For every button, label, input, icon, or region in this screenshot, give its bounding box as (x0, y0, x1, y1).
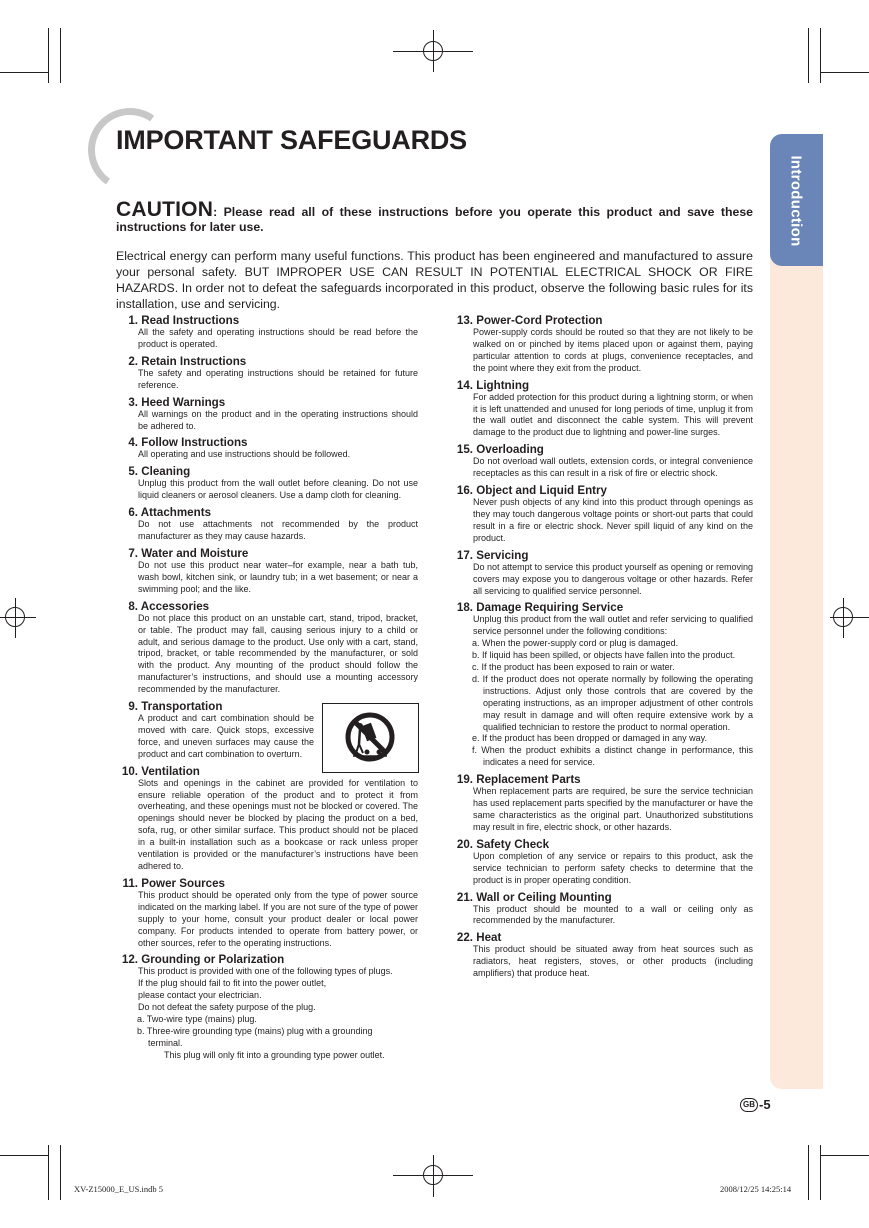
item-number: 10. (121, 764, 138, 778)
side-strip (770, 134, 823, 1089)
item-body: Do not attempt to service this product yourself as opening or removing covers may expose you to dangerous voltage or other hazards. Refer all servicing to qualified service personnel. (473, 561, 753, 596)
list-item (116, 877, 418, 950)
item-title: Ventilation (141, 764, 200, 778)
list-item (116, 355, 418, 392)
list-item (451, 549, 753, 598)
crop-mark (60, 28, 61, 83)
item-number: 2. (128, 354, 138, 368)
crop-mark (808, 28, 809, 83)
item-title: Transportation (141, 700, 223, 714)
page-number (740, 1097, 771, 1112)
item-title: Retain Instructions (141, 354, 247, 368)
item-body: Slots and openings in the cabinet are provided for ventilation to ensure reliable operation of the product and to protect it from overheating, and these openings must not be blocked or covered. The openings should never be blocked by placing the product on a bed, sofa, rug, or other similar surface. This product should not be placed in a built-in installation such as a bookcase or rack unless proper ventilation is provided or the manufacturer’s instructions have been adhered to. (138, 777, 418, 871)
list-item (451, 379, 753, 440)
item-number: 7. (128, 546, 138, 560)
item-title: Power-Cord Protection (476, 314, 603, 327)
item-title: Lightning (476, 378, 530, 392)
section-tab-label: Introduction (787, 155, 805, 247)
item-body: Do not use attachments not recommended by the product manufacturer as they may cause hazards. (138, 519, 418, 542)
list-item (116, 436, 418, 461)
crop-mark (0, 72, 48, 73)
item-body: Power-supply cords should be routed so that they are not likely to be walked on or pinched by items placed upon or against them, paying particular attention to cords at plugs, convenience receptacles, and the point where they exit from the product. (473, 327, 753, 373)
item-body: Upon completion of any service or repairs to this product, ask the service technician to perform safety checks to determine that the product is in proper operating condition. (473, 850, 753, 885)
item-number: 17. (456, 548, 473, 562)
item-body: All the safety and operating instructions should be read before the product is operated. (138, 327, 418, 349)
item-title: Water and Moisture (141, 546, 249, 560)
sub-item: d. If the product does not operate normally by following the operating instructions. Adjust only those controls that are covered by the operating instructions, as an improper adjustment of other controls may result in damage and will often require extensive work by a qualified technician to restore the product to normal operation. (472, 673, 753, 732)
item-body: This product should be situated away from heat sources such as radiators, heat registers, stoves, or other products (including amplifiers) that produce heat. (473, 944, 753, 979)
crop-mark (821, 1155, 869, 1156)
item-line: Do not defeat the safety purpose of the plug. (138, 1002, 316, 1013)
list-item (116, 314, 418, 351)
item-title: Overloading (476, 443, 544, 457)
item-title: Accessories (140, 599, 210, 613)
sub-item: a. Two-wire type (mains) plug. (137, 1014, 257, 1025)
crop-mark (820, 1145, 821, 1200)
footer-timestamp: 2008/12/25 14:25:14 (720, 1184, 792, 1194)
item-title: Damage Requiring Service (476, 601, 624, 615)
item-number: 11. (122, 876, 138, 890)
item-number: 5. (128, 465, 138, 479)
item-number: 9. (128, 700, 138, 714)
list-item (116, 765, 418, 873)
list-item (116, 396, 418, 433)
crop-mark (820, 28, 821, 83)
list-item (451, 601, 753, 769)
item-body: Do not place this product on an unstable cart, stand, tripod, bracket, or table. The product may fall, causing serious injury to a child or adult, and serious damage to the product. Use only with a cart, stand, tripod, bracket, or table recommended by the manufacturer, or sold with the product. Any mounting of the product should follow the manufacturer’s instructions, and should use a mounting accessory recommended by the manufacturer. (138, 612, 418, 695)
list-item (451, 443, 753, 480)
item-line: please contact your electrician. (138, 990, 262, 1001)
list-item (451, 891, 753, 928)
cart-warning-icon (322, 703, 419, 773)
caution-text: : Please read all of these instructions before you operate this product and save these instructions for later use. (116, 205, 753, 234)
item-title: Follow Instructions (141, 436, 248, 450)
item-body: Unplug this product from the wall outlet and refer servicing to qualified service personnel under the following conditions: (473, 614, 753, 637)
item-body: For added protection for this product during a lightning storm, or when it is left unattended and unused for long periods of time, unplug it from the wall outlet and disconnect the cable system. This will prevent damage to the product due to lightning and power-line surges. (473, 391, 753, 438)
item-title: Servicing (476, 548, 529, 562)
item-body: All warnings on the product and in the operating instructions should be adhered to. (138, 408, 418, 431)
item-number: 3. (128, 395, 138, 409)
sub-item: This plug will only fit into a grounding type power outlet. (164, 1049, 385, 1060)
item-number: 12. (121, 953, 138, 967)
page-number-value: -5 (759, 1097, 771, 1112)
item-number: 14. (456, 378, 473, 392)
item-title: Replacement Parts (476, 773, 581, 787)
item-number: 20. (456, 837, 473, 851)
crop-mark (821, 72, 869, 73)
sub-item: b. Three-wire grounding type (mains) plug with a grounding terminal. (137, 1025, 373, 1048)
list-item (116, 700, 418, 761)
footer-filename: XV-Z15000_E_US.indb 5 (74, 1184, 163, 1194)
right-column (451, 314, 753, 984)
sub-item: f. When the product exhibits a distinct change in performance, this indicates a need for service. (472, 745, 753, 768)
item-number: 21. (456, 890, 473, 904)
intro-paragraph: Electrical energy can perform many useful functions. This product has been engineered and manufactured to assure your personal safety. BUT IMPROPER USE CAN RESULT IN POTENTIAL ELECTRICAL SHOCK OR FIRE HAZARDS. In order not to defeat the safeguards incorporated in this product, observe the following basic rules for its installation, use and servicing. (116, 249, 753, 311)
list-item (451, 314, 753, 375)
item-title: Grounding or Polarization (141, 953, 285, 967)
region-badge: GB (740, 1098, 758, 1112)
list-item (116, 465, 418, 502)
item-title: Cleaning (141, 465, 191, 479)
list-item (116, 547, 418, 596)
item-body: Do not overload wall outlets, extension cords, or integral convenience receptacles as this can result in a risk of fire or electric shock. (473, 456, 753, 479)
item-number: 8. (128, 599, 138, 613)
crop-mark (48, 28, 49, 83)
list-item (451, 931, 753, 980)
section-tab-label-wrap (771, 146, 821, 256)
sub-item: b. If liquid has been spilled, or objects have fallen into the product. (472, 650, 736, 661)
item-body: Unplug this product from the wall outlet before cleaning. Do not use liquid cleaners or aerosol cleaners. Use a damp cloth for cleaning. (138, 478, 418, 501)
crop-mark (0, 1155, 48, 1156)
list-item (116, 600, 418, 696)
item-number: 16. (456, 484, 473, 498)
item-title: Read Instructions (141, 314, 240, 327)
item-number: 15. (456, 443, 473, 457)
item-body: When replacement parts are required, be sure the service technician has used replacement parts specified by the manufacturer or have the same characteristics as the original part. Unauthorized substitutions may result in fire, electric shock, or other hazards. (473, 786, 753, 832)
list-item (116, 953, 418, 1061)
sub-item: c. If the product has been exposed to rain or water. (472, 662, 675, 673)
crop-mark (48, 1145, 49, 1200)
crop-mark (60, 1145, 61, 1200)
item-number: 19. (456, 773, 473, 787)
item-title: Safety Check (476, 837, 550, 851)
item-body: Do not use this product near water–for example, near a bath tub, wash bowl, kitchen sink, or laundry tub; in a wet basement; or near a swimming pool; and the like. (138, 559, 418, 594)
item-number: 6. (128, 506, 138, 520)
list-item (451, 773, 753, 834)
list-item (116, 506, 418, 543)
item-body: A product and cart combination should be moved with care. Quick stops, excessive force, and uneven surfaces may cause the product and cart combination to overturn. (138, 713, 314, 759)
item-title: Wall or Ceiling Mounting (476, 890, 612, 904)
caution-statement (116, 198, 753, 235)
item-number: 18. (456, 601, 473, 615)
item-body: All operating and use instructions should be followed. (138, 449, 351, 460)
item-number: 1. (128, 314, 138, 327)
item-number: 22. (456, 931, 473, 945)
item-title: Heat (476, 931, 502, 945)
left-column (116, 314, 418, 1066)
item-title: Object and Liquid Entry (476, 484, 607, 498)
item-title: Power Sources (141, 876, 226, 890)
item-title: Heed Warnings (141, 395, 226, 409)
list-item (451, 484, 753, 545)
page-title: IMPORTANT SAFEGUARDS (116, 125, 467, 155)
item-number: 4. (128, 436, 138, 450)
item-body: This product should be mounted to a wall or ceiling only as recommended by the manufacturer. (473, 903, 753, 926)
item-line: This product is provided with one of the following types of plugs. (138, 966, 393, 977)
item-number: 13. (456, 314, 473, 327)
caution-word: CAUTION (116, 198, 214, 221)
item-line: If the plug should fail to fit into the power outlet, (138, 978, 327, 989)
sub-item: e. If the product has been dropped or damaged in any way. (472, 733, 707, 744)
list-item (451, 838, 753, 887)
item-body: The safety and operating instructions should be retained for future reference. (138, 367, 418, 390)
sub-item: a. When the power-supply cord or plug is damaged. (472, 638, 679, 649)
item-body: This product should be operated only from the type of power source indicated on the marking label. If you are not sure of the type of power supply to your home, consult your product dealer or local power company. For products intended to operate from battery power, or other sources, refer to the operating instructions. (138, 889, 418, 948)
item-title: Attachments (140, 506, 212, 520)
crop-mark (808, 1145, 809, 1200)
item-body: Never push objects of any kind into this product through openings as they may touch dangerous voltage points or short-out parts that could result in a fire or electric shock. Never spill liquid of any kind on the product. (473, 497, 753, 543)
